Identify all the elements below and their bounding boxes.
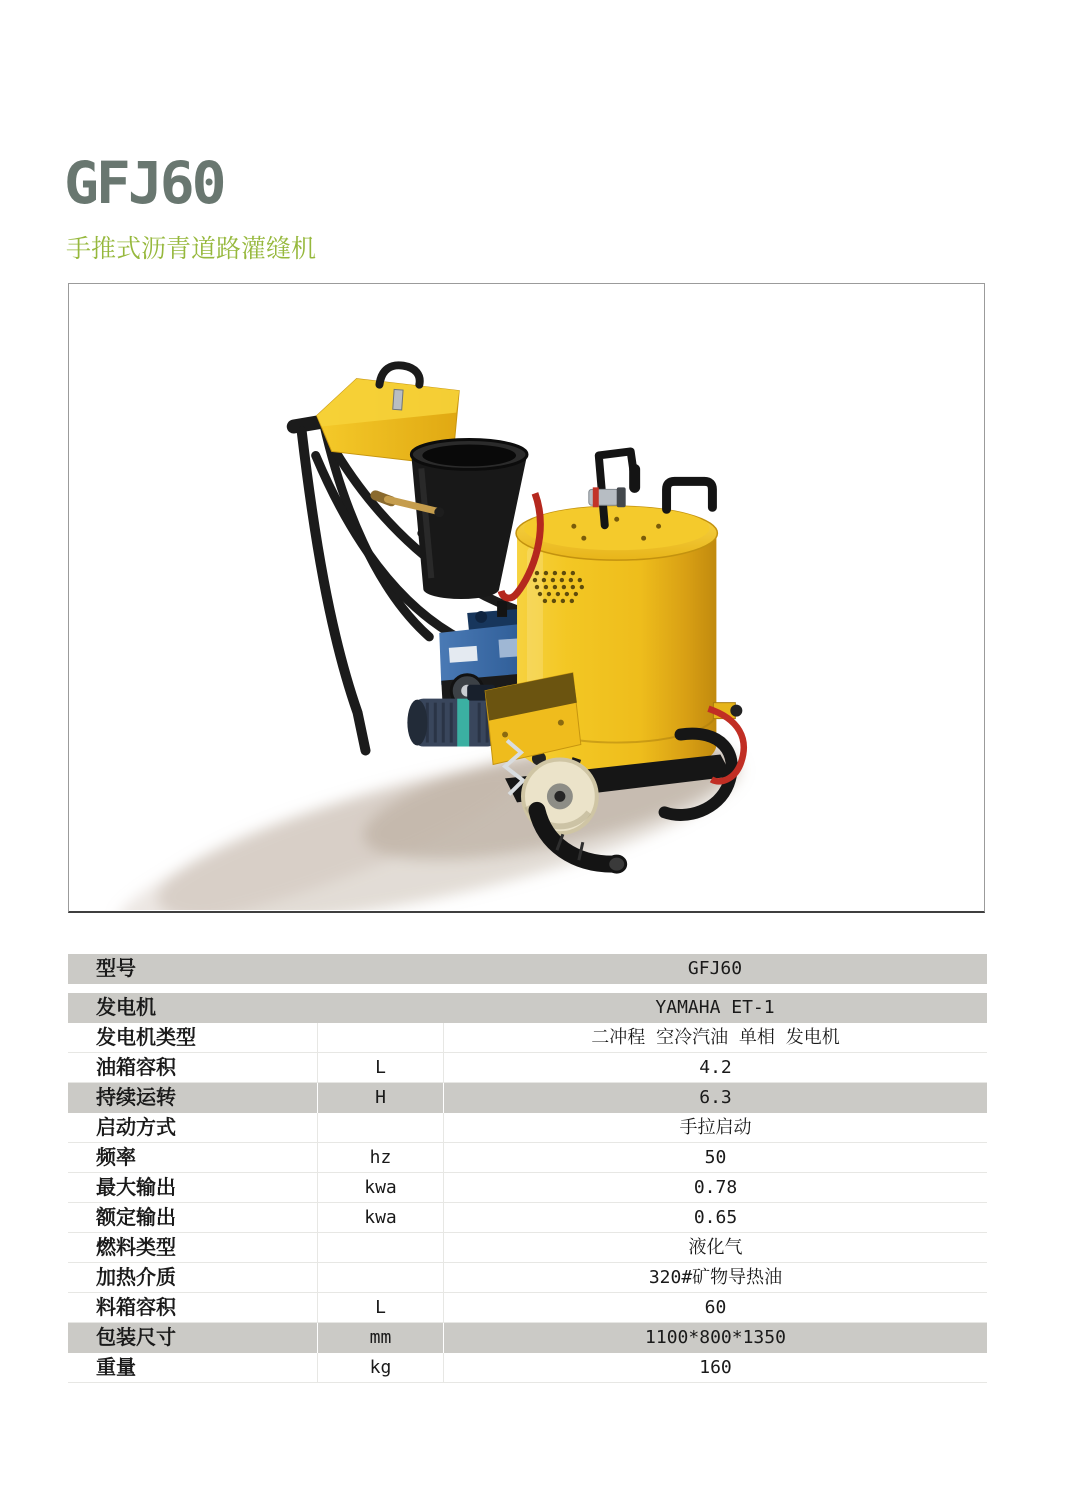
spec-unit <box>317 1113 443 1142</box>
melting-bucket <box>411 440 527 599</box>
product-photo-crack-sealing-machine <box>69 284 984 910</box>
spec-value: 1100*800*1350 <box>443 1323 987 1353</box>
spec-label: 发电机类型 <box>96 1027 196 1049</box>
spec-value: 60 <box>443 1293 987 1322</box>
pump-stripe <box>457 699 469 747</box>
spec-label: 额定输出 <box>96 1207 176 1229</box>
spec-unit: L <box>317 1053 443 1082</box>
spec-row-generator-type <box>68 1023 987 1053</box>
spec-label: 最大输出 <box>96 1177 176 1199</box>
spec-unit <box>317 1023 443 1052</box>
spec-label: 油箱容积 <box>96 1057 176 1079</box>
spec-label: 包装尺寸 <box>96 1327 176 1349</box>
spec-table <box>68 954 987 1383</box>
spec-unit: H <box>317 1083 443 1113</box>
spec-value: YAMAHA ET-1 <box>655 997 775 1018</box>
spec-row-start-mode <box>68 1113 987 1143</box>
spec-label: 料箱容积 <box>96 1297 176 1319</box>
spec-row-packing-size <box>68 1323 987 1353</box>
spec-label: 启动方式 <box>96 1117 176 1139</box>
spec-label: 重量 <box>96 1357 136 1379</box>
spec-row-weight <box>68 1353 987 1383</box>
spec-label: 持续运转 <box>96 1087 176 1109</box>
spec-unit: L <box>317 1293 443 1322</box>
spec-row-fuel-type <box>68 1233 987 1263</box>
spec-row-max-output <box>68 1173 987 1203</box>
spec-value: 160 <box>443 1353 987 1382</box>
spec-value: 液化气 <box>443 1233 987 1262</box>
spec-label: 燃料类型 <box>96 1237 176 1259</box>
spec-unit <box>317 1263 443 1292</box>
spec-unit <box>317 954 443 984</box>
spec-unit: kwa <box>317 1173 443 1202</box>
spec-unit <box>317 1233 443 1262</box>
spec-unit: kwa <box>317 1203 443 1232</box>
spec-row-heating-medium <box>68 1263 987 1293</box>
spec-value: 4.2 <box>443 1053 987 1082</box>
spec-row-generator <box>68 993 987 1023</box>
box-clasp <box>393 389 403 410</box>
generator-label <box>449 646 478 663</box>
spec-label: 加热介质 <box>96 1267 176 1289</box>
spec-label: 型号 <box>96 958 136 980</box>
spec-value: 手拉启动 <box>443 1113 987 1142</box>
pipe-fitting <box>589 487 626 507</box>
page-title: GFJ60 <box>64 149 224 217</box>
spec-value: 50 <box>443 1143 987 1172</box>
spec-value: 二冲程 空冷汽油 单相 发电机 <box>443 1023 987 1052</box>
spec-label: 频率 <box>96 1147 136 1169</box>
spec-value: GFJ60 <box>687 958 743 979</box>
product-image-frame <box>68 283 985 913</box>
spec-row-frequency <box>68 1143 987 1173</box>
spec-row-fuel-tank-capacity <box>68 1053 987 1083</box>
spec-unit: mm <box>317 1323 443 1353</box>
spec-unit: kg <box>317 1353 443 1382</box>
spec-unit: hz <box>317 1143 443 1172</box>
spec-value: 6.3 <box>443 1083 987 1113</box>
lid-handle <box>667 481 713 509</box>
spec-value: 0.78 <box>443 1173 987 1202</box>
spec-value: 320#矿物导热油 <box>443 1263 987 1292</box>
spec-label: 发电机 <box>96 997 156 1019</box>
spec-row-material-tank-capacity <box>68 1293 987 1323</box>
spec-value: 0.65 <box>443 1203 987 1232</box>
spec-row-continuous-running <box>68 1083 987 1113</box>
page-subtitle: 手推式沥青道路灌缝机 <box>66 235 317 263</box>
spec-row-model <box>68 954 987 984</box>
spec-unit <box>317 993 443 1023</box>
spec-row-rated-output <box>68 1203 987 1233</box>
